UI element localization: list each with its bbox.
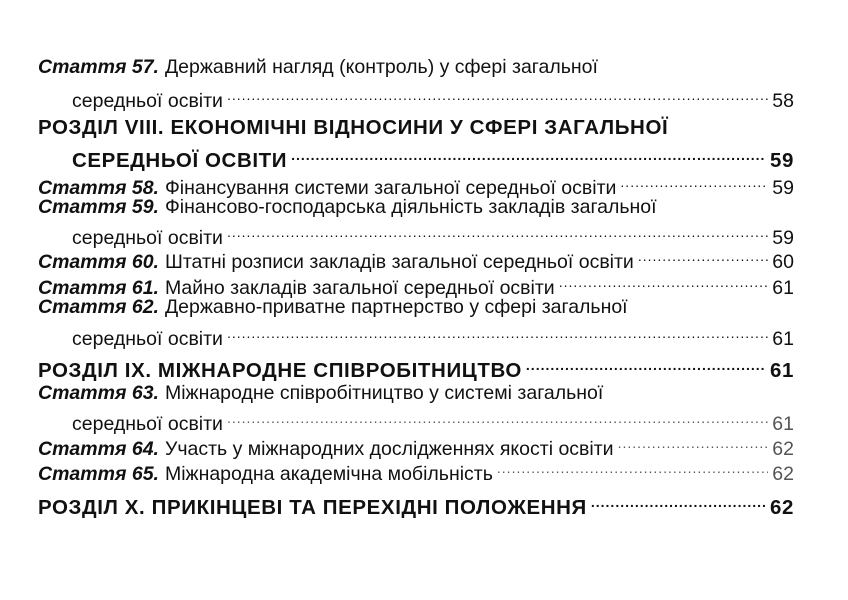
dot-leader: [227, 83, 768, 107]
page-number: 59: [772, 227, 794, 249]
article-number: Стаття 64.: [38, 438, 159, 460]
article-number: Стаття 63.: [38, 382, 159, 404]
toc-entry-article-57-continued[interactable]: [72, 83, 794, 112]
toc-entry-article-58[interactable]: [38, 170, 794, 199]
toc-section-10[interactable]: [38, 490, 794, 519]
page-number: 61: [772, 328, 794, 350]
section-title: РОЗДІЛ VIII. ЕКОНОМІЧНІ ВІДНОСИНИ У СФЕРІ ЗАГАЛЬНОЇ: [38, 116, 669, 139]
dot-leader: [559, 270, 768, 294]
article-title-continued: середньої освіти: [72, 413, 223, 435]
article-number: Стаття 61.: [38, 277, 159, 299]
article-number: Стаття 65.: [38, 463, 159, 485]
dot-leader: [497, 456, 768, 480]
article-title: Фінансово-господарська діяльність закладів загальної: [164, 196, 657, 218]
dot-leader: [227, 406, 768, 430]
dot-leader: [620, 170, 768, 194]
toc-entry-article-59[interactable]: [38, 195, 794, 219]
article-number: Стаття 57.: [38, 56, 159, 78]
article-title: Міжнародна академічна мобільність: [164, 463, 493, 485]
article-title-continued: середньої освіти: [72, 90, 223, 112]
dot-leader: [618, 431, 768, 455]
toc-entry-article-64[interactable]: [38, 431, 794, 460]
article-title: Майно закладів загальної середньої освіти: [164, 277, 555, 299]
toc-section-8[interactable]: [38, 116, 794, 140]
article-title: Міжнародне співробітництво у системі загальної: [164, 382, 604, 404]
toc-section-8-continued[interactable]: [72, 143, 794, 172]
toc-entry-article-59-continued[interactable]: [72, 220, 794, 249]
page-number: 62: [772, 463, 794, 485]
dot-leader: [291, 143, 766, 167]
page-number: 61: [772, 413, 794, 435]
section-title: РОЗДІЛ IX. МІЖНАРОДНЕ СПІВРОБІТНИЦТВО: [38, 359, 522, 382]
page-number: 58: [772, 90, 794, 112]
page-number: 61: [772, 277, 794, 299]
toc-section-9[interactable]: [38, 353, 794, 382]
article-title-continued: середньої освіти: [72, 227, 223, 249]
page-number: 62: [772, 438, 794, 460]
section-title: РОЗДІЛ X. ПРИКІНЦЕВІ ТА ПЕРЕХІДНІ ПОЛОЖЕННЯ: [38, 496, 587, 519]
article-number: Стаття 58.: [38, 177, 159, 199]
toc-entry-article-62[interactable]: [38, 295, 794, 319]
page-number: 59: [769, 149, 794, 172]
article-title: Державний нагляд (контроль) у сфері загальної: [164, 56, 598, 78]
page-number: 59: [772, 177, 794, 199]
article-title: Фінансування системи загальної середньої освіти: [164, 177, 617, 199]
section-title-continued: СЕРЕДНЬОЇ ОСВІТИ: [72, 149, 288, 172]
toc-entry-article-62-continued[interactable]: [72, 321, 794, 350]
article-number: Стаття 62.: [38, 296, 159, 318]
toc-entry-article-63-continued[interactable]: [72, 406, 794, 435]
article-title: Державно-приватне партнерство у сфері загальної: [164, 296, 628, 318]
toc-entry-article-60[interactable]: [38, 244, 794, 273]
article-title-continued: середньої освіти: [72, 328, 223, 350]
dot-leader: [227, 321, 768, 345]
article-number: Стаття 60.: [38, 251, 159, 273]
toc-entry-article-63[interactable]: [38, 381, 794, 405]
article-number: Стаття 59.: [38, 196, 159, 218]
dot-leader: [227, 220, 768, 244]
dot-leader: [638, 244, 768, 268]
page-number: 61: [769, 359, 794, 382]
article-title: Штатні розписи закладів загальної середньої освіти: [164, 251, 634, 273]
dot-leader: [526, 353, 766, 377]
page-number: 60: [772, 251, 794, 273]
toc-entry-article-65[interactable]: [38, 456, 794, 485]
article-title: Участь у міжнародних дослідженнях якості освіти: [164, 438, 614, 460]
toc-entry-article-57[interactable]: [38, 55, 794, 79]
toc-entry-article-61[interactable]: [38, 270, 794, 299]
dot-leader: [591, 490, 766, 514]
page-number: 62: [769, 496, 794, 519]
